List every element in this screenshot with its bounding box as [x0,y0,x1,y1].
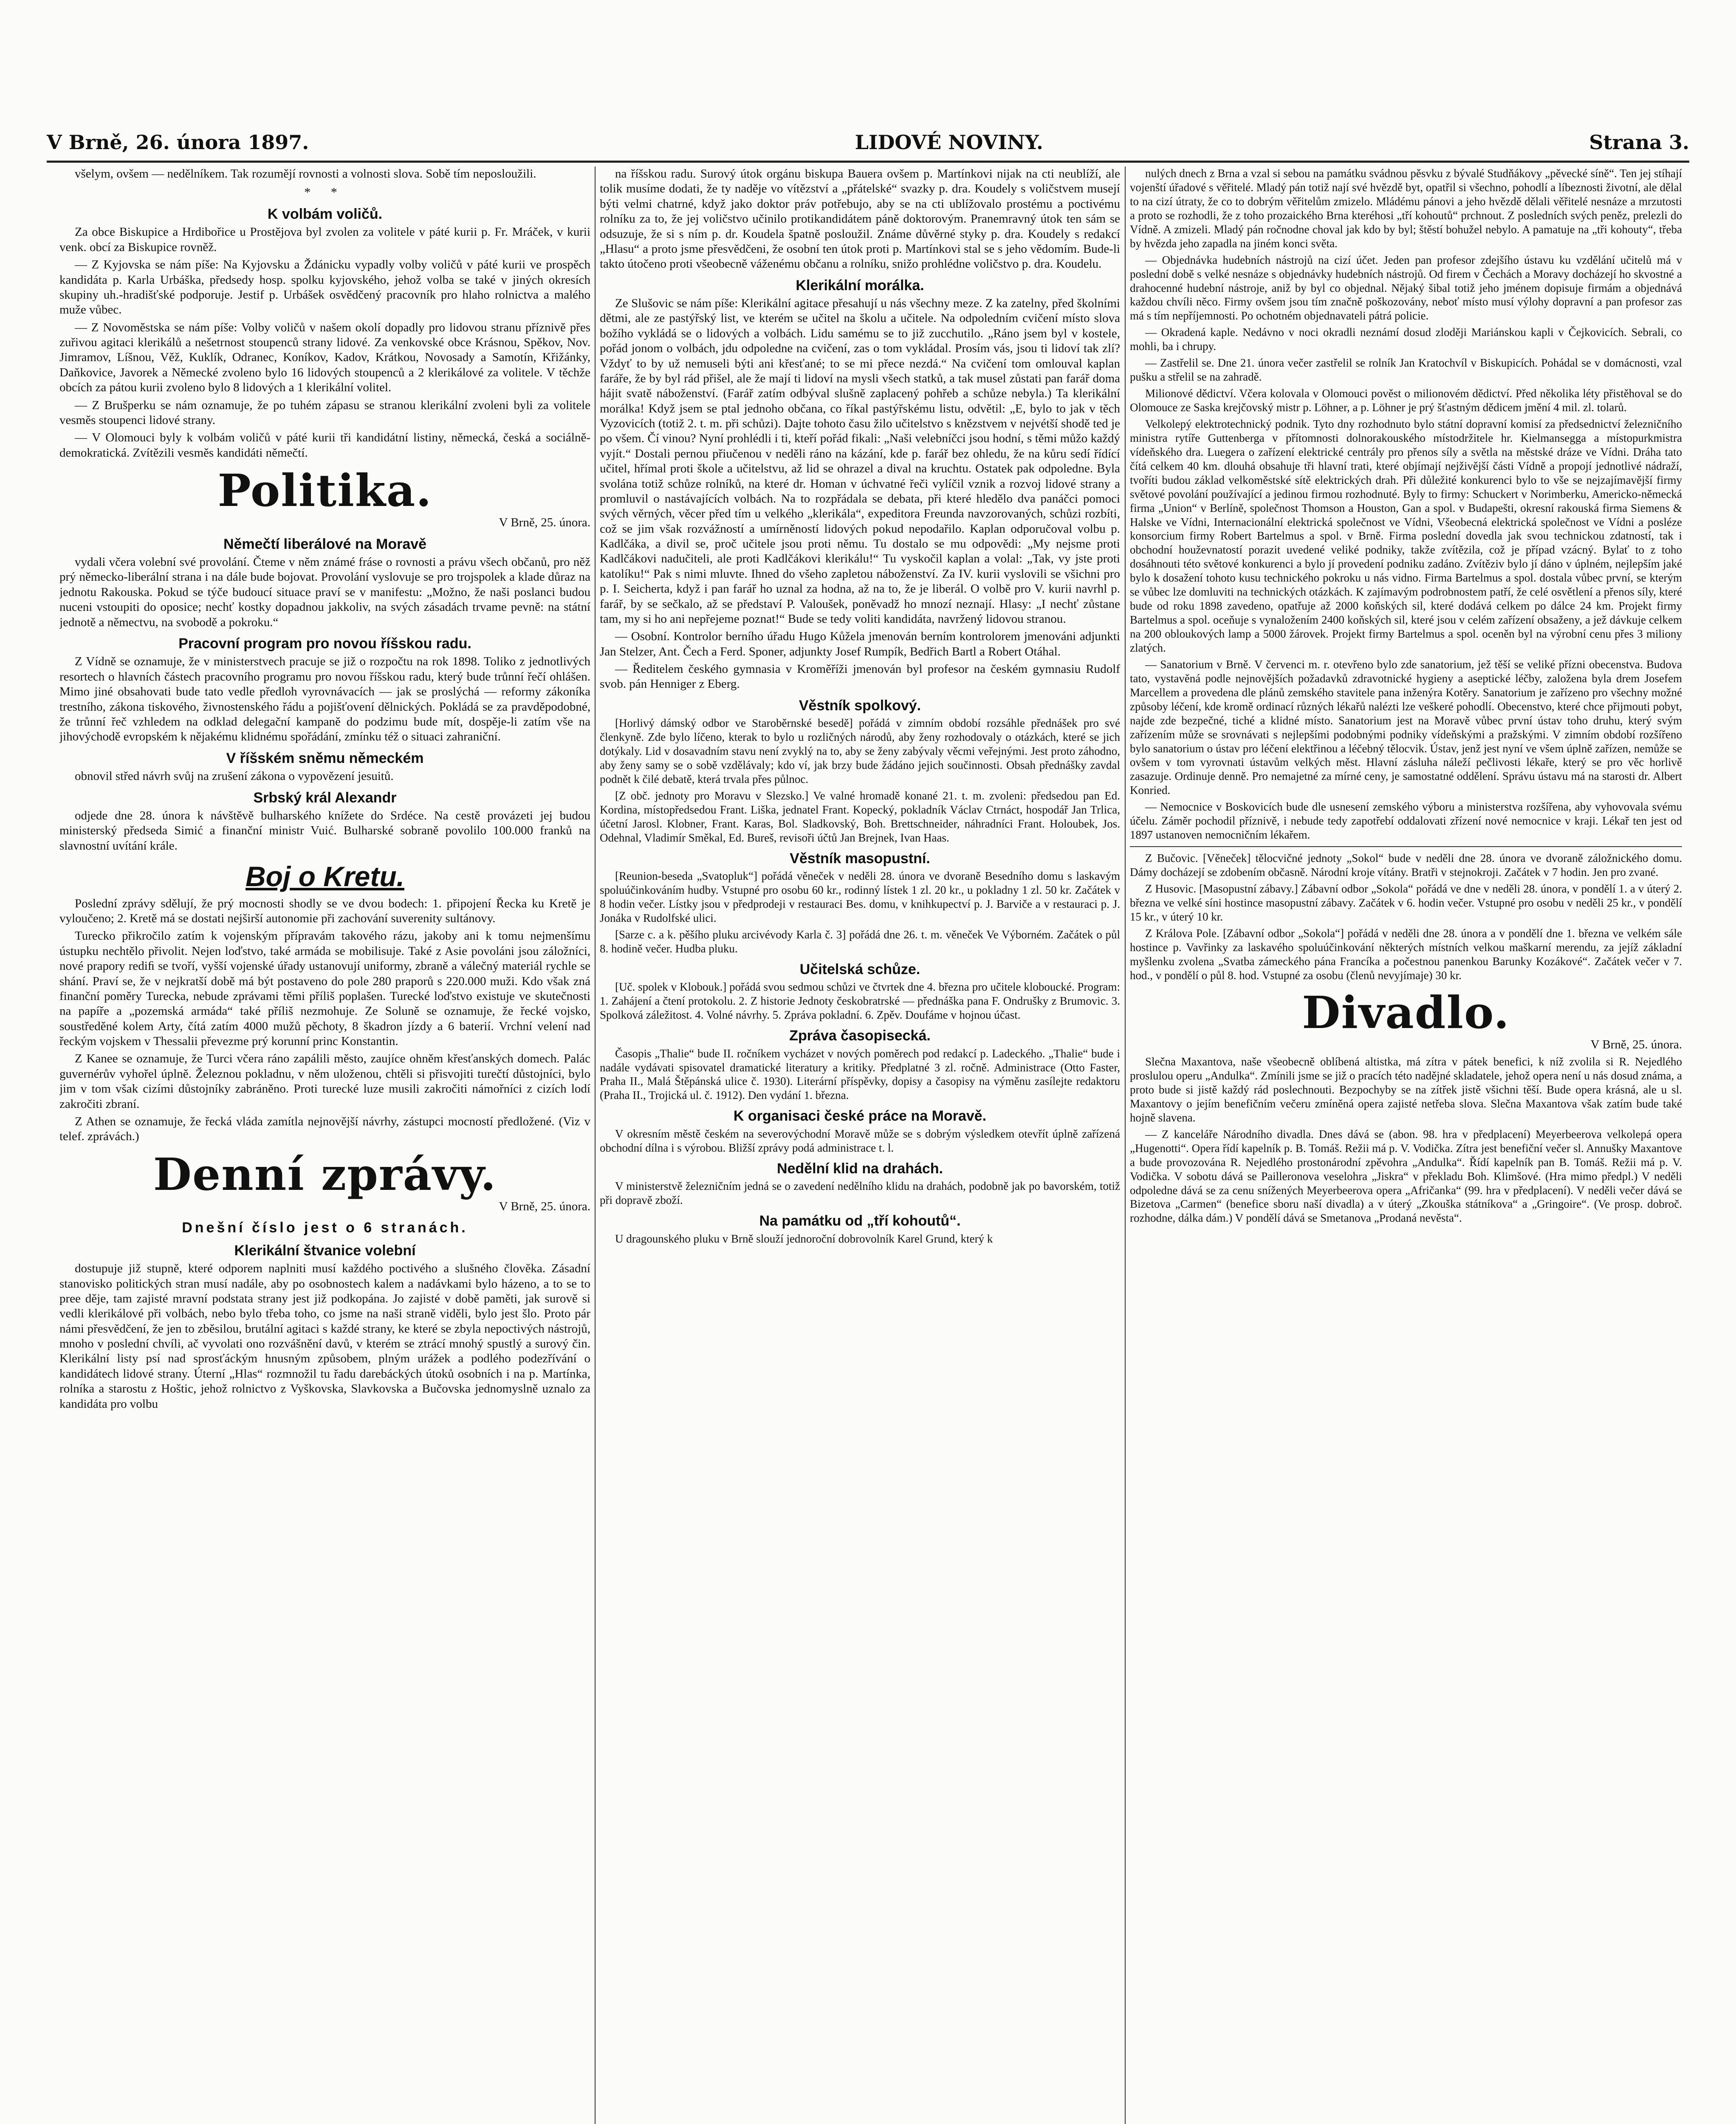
article-text: Turecko přikročilo zatím k vojenským přípravám takového rázu, jakoby ani k tomu nejmenšímu ústupku nechtělo přivolit. Nejen loďstvo, také armáda se mobilisuje. Také z Asie povoláni jsou záložníci, nové prapory rediﬁ se tvoří, vyšší vojenské úřady ustanovují uniformy, zbraně a válečný materiál rychle se shání. Praví se, že v nejkratší době má být postaveno do pole 280 praporů s 220.000 muži. Kdo však zná finanční poměry Turecka, nebude zprávami těmi příliš poplašen. Turecké loďstvo existuje ve skutečnosti na papíře a „pozemská armáda“ také příliš nezmohuje. Ze Soluně se oznamuje, že řecké vojsko, soustředěné kolem Arty, čítá zatím 4000 mužů pěchoty, 8 škadron jízdy a 6 baterií. Vrchní velení nad řeckým vojskem v Thessalii převezme prý korunní princ Konstantin. [59,929,590,1048]
article-text: — Okradená kaple. Nedávno v noci okradli neznámí dosud zloději Mariánskou kapli v Čejkovicích. Sebrali, co mohli, ba i chrupy. [1130,326,1682,353]
section-dateline: V Brně, 25. února. [499,1199,590,1213]
article-text: [Uč. spolek v Klobouk.] pořádá svou sedmou schůzi ve čtvrtek dne 4. března pro učitele kloboucké. Program: 1. Zahájení a čtení protokolu. 2. Z historie Jednoty českobratrské — přednáška pana F. Ondrušky z Brumovic. 3. Spolková záležitost. 4. Volné návrhy. 5. Zpráva pokladní. 6. Zpěv. Doufáme v hojnou účast. [600,980,1120,1022]
article-text: Ze Slušovic se nám píše: Klerikální agitace přesahují u nás všechny meze. Z ka zatelny, před školními dětmi, ale ze pastýřský list, ve kterém se učitel na školu a učitele. Na odpoledním cvičení místo slova božího vykládá se o lidových a volbách. Lidu samému se to již zucchutilo. „Ráno jsem byl v kostele, pořád jonom o volbách, jdu odpoledne na cvičení, zas o tom vykládal. Prosím vás, jsou ti lidoví tak zlí? Vždyť to by už nemuseli býti ani křesťané; to se mi přece nezdá.“ Na cvičení tom omlouval kaplan faráře, že by byl rád přišel, ale že mají ti lidoví na mysli všech statků, a tak musel zůstati pan farář doma hájit svatě náboženství. (Farář zatím odbýval slušně zaplacený pohřeb a schůze nebyla.) Ta klerikální morálka! Když jsem se ptal jednoho občana, co říkal pastýřskému listu, odvětil: „E, bylo to jak v těch Vyzovicích (totiž 2. t. m. při schůzi). Dajte tohoto času žilo učitelstvo s knězstvem v nejvétší shodě ted je po všem. Čí vinou? Nyní prohlédli i ti, kteří pořád fikali: „Naši velebníčci jsou hodní, s těmi můžo každý vyjít.“ Dostali pernou přiučenou v neděli ráno na kázání, kde p. farář bez ohledu, že na kůru sedí řídící učitel, hřímal proti škole a učitelstvu, až lid se ohrazel a dival na kruchtu. Ostatek pak odpoledne. Byla svolána totiž schůze rolníků, na které dr. Homan v úchvatné řeči vylíčil vznik a rozvoj lidové strany a promluvil o nastávajících volbách. Na to rozpřádala se debata, při které hledělo dva panáčci pomoci svých věrných, věcer před tím u velkého „klerikála“, expeditora Freunda navzorovaných, schůzi rozbíti, což se jim však rozvážností a umírněností lidových pokud nepodařilo. Kaplan odporučoval volbu p. Kadlčáka, a divil se, proč učitele jsou proti němu. Tu dostalo se mu odpovědi: „My nejsme proti Kadlčákovi nadučiteli, ale proti Kadlčákovi klerikálu!“ Tu vyskočil kaplan a volal: „Tak, vy jste proti katolíku!“ Pak s nimi mluvte. Ihned do všeho zapletou náboženství. Za IV. kurii vyslovili se všichni pro p. I. Seicherta, když i pan farář ho uznal za hodna, až na to, že je liberál. O volbě pro V. kurii navrhl p. farář, by se sečkalo, až se představí P. Valoušek, poněvadž ho mnozí neznají. Hlasy: „I nechť zůstane tam, my si ho ani nepřejeme poznat!“ Bude se tedy voliti kandidáta, navržený lidovou stranou. [600,297,1120,626]
article-text: — V Olomouci byly k volbám voličů v páté kurii tři kandidátní listiny, německá, česká a sociálně-demokratická. Zvítězili vesměs kandidáti němečtí. [59,431,590,460]
article-text: — Nemocnice v Boskovicích bude dle usnesení zemského výboru a ministerstva rozšířena, aby vyhovovala svému účelu. Záměr pochodil příznivě, i nebude tedy zapotřebí oddalovati zřízení nové nemocnice v kraji. Lékař ten jest od 1897 ustanoven nemocničním lékařem. [1130,800,1682,842]
article-text: V ministerstvě železničním jedná se o zavedení nedělního klidu na drahách, podobně jak po bavorském, totiž při dopravě zboží. [600,1180,1120,1207]
article-text: Milionové dědictví. Včera kolovala v Olomouci pověst o milionovém dědictví. Před několika léty přistěhoval se do Olomouce ze Saska krejčovský mistr p. Löhner, a p. Löhner je prý šťastným dědicem jmění 4 mil. zl. tolarů. [1130,387,1682,414]
article-text: [Horlivý dámský odbor ve Staroběrnské besedě] pořádá v zimním období rozsáhle přednášek pro své členkyně. Zde bylo líčeno, kterak to bylo u rozličných národů, aby ženy rozhodovaly o otázkách, které se jich dotýkaly. Lid v dosavadním stavu není zvyklý na to, aby se ženy zabývaly věcmi veřejnými. Jest proto záhodno, aby ženy samy se o sobě vzdělávaly; kdo ví, jak brzy bude žádáno jejich součinnosti. Obsah přednášky zavdal podnět k čilé debatě, která trvala přes půlnoc. [600,717,1120,786]
article-text: — Sanatorium v Brně. V červenci m. r. otevřeno bylo zde sanatorium, jež těší se veliké přízni obecenstva. Budova tato, vystavěná podle nejnovějších požadavků zdravotnické hygieny a aseptické léčby, založena byla drem Josefem Marcellem a provedena dle plánů zemského stavitele pana inženýra Kotěry. Sanatorium je zařízeno pro všechny možné způsoby léčení, kde kromě ordinací různých lékařů nalézti lze veškeré pohodlí. Obecenstvo, které chce přijmouti pobyt, najde zde bezpečné, tiché a klidné místo. Sanatorium jest na Moravě vůbec první ústav toho druhu, který svým zařízením může se srovnávati s nejlepšími podobnými podniky vídeňskými a pražskými. V zimním období rozšířeno bylo sanatorium o ústav pro léčení elektřinou a léčebný tělocvik. Ústav, jenž jest nyní ve všem úplně zařízen, nemůže se ovšem v tom vyrovnati ústavům velkých měst. Hlavní zásluha náleží pečlivosti lékaře, který se pro věc horlivě zasazuje. Ordinuje denně. Pro nemajetné za mírné ceny, je samostatné oddělení. Správu ústavu má na starosti dr. Albert Konried. [1130,658,1682,797]
column-1 [59,167,590,2124]
article-text: — Osobní. Kontrolor berního úřadu Hugo Kůžela jmenován berním kontrolorem jmenováni adjunkti Jan Stelzer, Ant. Čech a Ferd. Sponer, adjunkty Josef Rumpík, Bedřich Bartl a Robert Otáhal. [600,630,1120,658]
article-text: [Sarze c. a k. pěšího pluku arcivévody Karla č. 3] pořádá dne 26. t. m. věneček Ve Výborném. Začátek o půl 8. hodině večer. Hudba pluku. [600,928,1120,955]
masthead-title: LIDOVÉ NOVINY. [855,131,1043,154]
article-text: Z Husovic. [Masopustní zábavy.] Zábavní odbor „Sokola“ pořádá ve dne v neděli 28. února, v pondělí 1. a v úterý 2. března ve velké síni hostince masopustní zábavy. Začátek v 6. hodin večer. Vstupné pro osobu v neděli 25 kr., v pondělí 15 kr., v úterý 10 kr. [1130,882,1682,923]
article-heading: K organisaci české práce na Moravě. [733,1108,987,1124]
article-text: vydali včera volební své provolání. Čteme v něm známé fráse o rovnosti a právu všech občanů, pro něž prý německo-liberální strana i na dále bude bojovat. Provolání vyslovuje se pro trojspolek a klade důraz na jednotu Rakouska. Pokud se týče budoucí situace praví se v manifestu: „Možno, že naši poslanci budou nuceni vstoupiti do oposice; nechť kostky dopadnou jakkoliv, na svých zásadách trvame pevně: na státní jednotě a němectvu, na svobodě a pokroku.“ [59,555,590,629]
article-text: odjede dne 28. února k návštěvě bulharského knížete do Srdéce. Na cestě provázeti jej budou ministerský předseda Simić a finanční ministr Vuić. Bulharské sobraně povolilo 100.000 franků na slavnostní uvítání krále. [59,809,590,853]
article-text: Z Kanee se oznamuje, že Turci včera ráno zapálili město, zaujíce ohněm křesťanských domech. Palác guvernérův vyhořel úplně. Železnou pokladnu, v něm uloženou, chtěli si přisvojiti turečtí důstojníci, bylo jim v tom však cizími důstojníky zabráněno. Proti turecké luze musili zakročiti námořníci z cizích lodí zakročiti zbraní. [59,1052,590,1111]
article-text: V okresním městě českém na severovýchodní Moravě může se s dobrým výsledkem otevřít úplně zařízená obchodní dílna i s výrobou. Bližší zprávy podá administrace t. l. [600,1127,1120,1154]
article-heading: K volbám voličů. [267,206,383,222]
article-text: — Objednávka hudebních nástrojů na cizí účet. Jeden pan profesor zdejšího ústavu ku vzdělání učitelů má v poslední době s velké nesnáze s objednávky hudebních nástrojů. Od firem v Čechách a Moravy docházejí ho skvostné a drahocenné hudební nástroje, aniž by byl co objednal. Nějaký šibal totiž jeho jménem dopisuje firmám a objednává každou chvíli něco. Firmy ovšem jsou tím značně poškozovány, neboť místo musí výlohy dopravní a pan profesor zas má s tím nepříjemnosti. Po ochotném objednavateli pátrá policie. [1130,253,1682,322]
article-heading: Srbský král Alexandr [253,789,397,806]
article-text: Z Bučovic. [Věneček] tělocvičné jednoty „Sokol“ bude v neděli dne 28. února ve dvoraně záložnického domu. Dámy docházejí se zdobením občasně. Národní kroje vítány. Bratři v stejnokroji. Začátek v 7 hodin. Jen pro zvané. [1130,852,1682,878]
section-title-boj-o-kretu: Boj o Kretu. [246,861,404,893]
article-text: Za obce Biskupice a Hrdibořice u Prostějova byl zvolen za volitele v páté kurii p. Fr. Mráček, v kurii venk. obcí za Biskupice rovněž. [59,225,590,254]
article-text: — Ředitelem českého gymnasia v Kroměříži jmenován byl profesor na českém gymnasiu Rudolf svob. pán Henniger z Eberg. [600,662,1120,691]
header-rule [47,161,1689,163]
article-heading: Klerikální morálka. [796,277,924,294]
article-text: všelym, ovšem — nedělníkem. Tak rozumějí rovnosti a volnosti slova. Sobě tím neposloužili. [75,167,536,181]
article-text: obnovil střed návrh svůj na zrušení zákona o vypovězení jesuitů. [75,769,394,783]
article-text: U dragounského pluku v Brně slouží jednoroční dobrovolník Karel Grund, který k [615,1232,993,1245]
article-heading: Pracovní program pro novou říšskou radu. [178,635,471,652]
column-divider [595,167,596,2124]
section-title-politika: Politika. [217,464,432,517]
article-text: — Z Brušperku se nám oznamuje, že po tuhém zápasu se stranou klerikální zvoleni byli za volitele vesměs stoupenci lidové strany. [59,398,590,427]
article-text: nulých dnech z Brna a vzal si sebou na památku svádnou pěsvku z bývalé Studňákovy „pěvecké síně“. Ten jej stíhají vojenští úřadové s věřitelé. Mladý pán totiž nají své hvězdě byt, opatřil si všechno, pohodlí a líbeznosti životní, ale dělal to na cizí útraty, že co to dobrým věřitelům zmizelo. Mládému pánovi a jeho hvězdě dělali věřitelé nesnáze a mrzutosti a proto se rozhodli, že z toho prozaického Brna kteréhosi „tří kohoutů“ prchnout. Z posledních svých peněz, prelezli do Vídně. A zmizeli. Mladý pán ročnodne choval jak kdo by byl; štěstí bohužel nebylo. A pamatuje na „tři kohouty“, třeba by hvězda jeho zapadla na jiném konci světa. [1130,167,1682,250]
article-heading: Zpráva časopisecká. [789,1028,931,1044]
article-heading: Na památku od „tří kohoutů“. [759,1213,961,1229]
section-dateline: V Brně, 25. února. [1590,1037,1682,1051]
article-heading: Nedělní klid na drahách. [776,1160,943,1177]
article-text: Časopis „Thalie“ bude II. ročníkem vycházet v nových poměrech pod redakcí p. Ladeckého. „Thalie“ bude i nadále vydávati spisovatel dramatické literatury a kritiky. Předplatné 3 zl. ročně. Administrace (Otto Faster, Praha II., Malá Štěpánská ulice č. 1930). Literární příspěvky, dopisy a časopisy na výměnu zasílejte redaktoru (Praha II., Trojická ul. č. 1912). Den vydání 1. března. [600,1047,1120,1102]
article-text: — Z Novoměstska se nám píše: Volby voličů v našem okolí dopadly pro lidovou stranu příznivě přes zuřivou agitaci klerikálů a nešetrnost stoupenců strany lidové. Za venkovské obce Krásnou, Spěkov, Nov. Jimramov, Líšnou, Věž, Kuklík, Odranec, Koníkov, Kadov, Krátkou, Novosady a Samotín, Křižánky, Daňkovice, Javorek a Německé zvoleno bylo 16 lidových stoupenců a 2 klerikálové za volitele. V těchže obcích za pátou kurii zvoleno bylo 8 lidových a 1 klerikální volitel. [59,320,590,395]
article-text: [Z obč. jednoty pro Moravu v Slezsko.] Ve valné hromadě konané 21. t. m. zvoleni: předsedou pan Ed. Kordina, místopředsedou Frant. Liška, jednatel Frant. Kopecký, pokladník Václav Ctrnáct, hospodář Jan Trlica, účetní Jarosl. Klobner, Frant. Karas, Bol. Sladkovský, Boh. Brettschneider, náhradníci Frant. Holoubek, Jos. Odehnal, Vladimír Směkal, Ed. Bureš, revisoři účtů Jan Brejnek, Ivan Haas. [600,789,1120,844]
column-3 [1130,167,1682,2124]
header-date: V Brně, 26. února 1897. [47,131,309,154]
separator-stars: * * [304,185,346,200]
article-text: Poslední zprávy sdělují, že prý mocnosti shodly se ve dvou bodech: 1. připojení Řecka ku Kretě je vyloučeno; 2. Kretě má se dostati nejširší autonomie při zachování suverenity sultánovy. [59,896,590,926]
column-2 [600,167,1120,2124]
article-heading: Dnešní číslo jest o 6 stranách. [182,1220,468,1236]
article-heading: Věstník masopustní. [790,850,930,867]
page-number: Strana 3. [1589,131,1689,154]
article-text: [Reunion-beseda „Svatopluk“] pořádá věneček v neděli 28. února ve dvoraně Besedního domu s laskavým spoluúčinkováním hudby. Vstupné pro osobu 60 kr., rodinný lístek 1 zl. 20 kr., u pokladny 1 zl. 50 kr. Začátek v 8 hodin večer. Lístky jsou v předprodeji v restauraci Bes. domu, v knihkupectví p. J. Barviče a v restauraci p. J. Jonáka v Rudolfské ulici. [600,870,1120,925]
section-dateline: V Brně, 25. února. [499,516,590,530]
article-text: dostupuje již stupně, které odporem naplniti musí každého poctivého a slušného člověka. Zásadní stanovisko politických stran musí nadále, aby po osobnostech kalem a nadávkami bylo házeno, a to se to pree děje, tam zajisté mravní podstata strany jest již podkopána. Jo zajisté v době paměti, jak surově si vedli klerikálové při volbách, nebo bylo třeba toho, co jsme na naši straně viděli, bylo jest šlo. Proto pár námi přesvědčení, že jen to zběsilou, brutální agitaci s každé strany, ke které se zbyla nepoctivých nástrojů, mnoho v poslední chvíli, ač vyvolati ono rozvášnění davů, v kterém se ztrácí mnohý spustlý a surový čin. Klerikální listy psí nad sprosťáckým hnusným způsobem, plným urážek a podlého podezřívání o kandidátech lidové strany. Úterní „Hlas“ rozmnožil tu řadu darebáckých útoků osobních i na p. Martínka, rolníka a starostu z Hoštic, jehož rolnictvo z Vyškovska, Slavkovska a Bučovska jednomyslně uznalo za kandidáta pro volbu [59,1262,590,1411]
article-text: — Z Kyjovska se nám píše: Na Kyjovsku a Ždánicku vypadly volby voličů v páté kurii ve prospěch kandidáta p. Karla Urbáška, předsedy hosp. spolku kyjovského, jehož volba se také v jiných okresích skupiny uh.-hradišťské podporuje. Jestif p. Urbášek osvědčený pracovník pro hlaho rolnictva a malého muže vůbec. [59,258,590,317]
article-text: Z Králova Pole. [Zábavní odbor „Sokola“] pořádá v neděli dne 28. února a v pondělí dne 1. března ve velkém sále hostince p. Vavřinky za laskavého spoluúčinkování některých místních velkou maškarní merendu, za jejíž základní myšlenku zvolena „Svatba zámeckého pána Francíka a počestnou panenkou Barunky Kozákové“. Začátek večer v 7. hod., v pondělí o půl 8. hod. Vstupné za osobu (členů nevyjímaje) 30 kr. [1130,926,1682,982]
article-text: Z Vídně se oznamuje, že v ministerstvech pracuje se již o rozpočtu na rok 1898. Toliko z jednotlivých resortech o hlavních částech pracovního programu pro novou říšskou radu, který bude trůnní řečí ohlášen. Mimo jiné obsahovati bude tato vedle předloh vyrovnávacích — jak se proslýchá — reformy zákoníka trestního, zákona tiskového, živnostenského řádu a pojišťovení dělnických. Pokládá se za pravděpodobné, že trůnní řeč vzhledem na odklad delegační kampaně do podzimu bude mít, dospěje-li zatím vše na jihovýchodě evropském k nějakému klidnému spořádání, zmínku též o situaci zahraniční. [59,655,590,744]
section-title-denni-zpravy: Denní zprávy. [153,1148,497,1200]
article-heading: Němečtí liberálové na Moravě [223,536,427,552]
article-text: Slečna Maxantova, naše všeobecně oblíbená altistka, má zítra v pátek benefici, k níž zvolila si R. Nejedlého proslulou operu „Andulka“. Zmínili jsme se již o pracích této nadějné skladatele, jehož opera není u nás dosud známa, a proto bude si jistě každý rád poslechnouti. Bezpochyby se na zítřek jistě všichni těší. Bude opera krásná, ale u sl. Maxantovy o jejím benefičním večeru zmíněná opera zajisté netřeba slova. Slečna Maxantova však zatím bude také hojně slavena. [1130,1055,1682,1124]
article-heading: Učitelská schůze. [799,961,920,977]
article-heading: Věstník spolkový. [799,697,921,714]
article-text: Velkolepý elektrotechnický podnik. Tyto dny rozhodnuto bylo státní dopravní komisí za předsednictví železničního ministra rytíře Guttenberga v přítomnosti dolnorakouského místodržitele hr. Kielmansegga a místopurkmistra vídeňského dra. Luegera o zařízení elektrické centrály pro přenos síly a světla na městské dráze ve Vídni. Dráha tato čítá celkem 40 km. dlouhá obsahuje tři hlavní trati, které objímají nejživější části Vídně a propojí jednotlivé nádraží, tvoříti budou základ velkoměstské sítě elektrických drah. Při důležité konkurenci bylo to vše se nejzajímavější firmy světové povolání používající a jedinou firmou rozhodnuté. Byly to firmy: Schuckert v Norimberku, Americko-německá firma „Union“ v Berlíně, společnost Thomson a Houston, Gan a spol. v Budapešti, okresní rakouská firma Siemens & Halske ve Vídni, Internacionální elektrická společnost ve Vídni, Všeobecná elektrická společnost ve Vídni a posléze konsorcium firmy Robert Bartelmus a spol. v Brně. Firma poslední dovedla jak svou technickou zdatností, tak i obchodní houževnatostí porazit uvedené veliké podniky, takže zvítězila, což je případ vzácný. Bylať to z toho dosáhnouti této světové konkurenci a bylo jí provedení podniku zadáno. Zvítěziv bylo jí dáno v úplném, nejlepším jaké bylo k dosažení tohoto kusu technického pokroku u nás vidno. Firma Bartelmus a spol. dostala vůbec první, se kterým se vůbec lze domluviti na technických otázkách. K zajímavým podrobnostem patří, že celé osvětlení a přenos síly, které bude od roku 1898 zavedeno, opatřuje až 2000 koňských sil, které dodává celkem po dálce 24 km. Projekt firmy Bartelmus a spol. oceňuje s vynaložením 2400 koňských sil, které jsou v celém zařízení obsaženy, a jež dávkuje celkem na 200 obloukových lamp a 5000 žárovek. Projekt firmy Bartelmus a spol. oceněn byl na výrobní cenu přes 3 miliony zlatých. [1130,417,1682,654]
article-text: — Z kanceláře Národního divadla. Dnes dává se (abon. 98. hra v předplacení) Meyerbeerova velkolepá opera „Hugenotti“. Opera řídí kapelník p. B. Tomáš. Režii má p. V. Vodička. Zítra jest benefiční večer sl. Annušky Maxantove a bude provozována R. Nejedlého prostonárodní zpěvohra „Andulka“. Řídí kapelník pan B. Tomáš. Režii má p. V. Vodička. V sobotu dává se Pailleronova veselohra „Jiskra“ v překladu Boh. Klimšové. (Hra mimo předpl.) V neděli odpoledne dává se za cenu snížených Meyerbeerova opera „Afričanka“ (99. hra v předplacení). V neděli večer dává se Bizetova „Carmen“ (benefice sboru naší divadla) a v úterý „Zkouška státníkova“ a „Gringoire“. (Ve prosp. dobroč. rozhodne, dálka dám.) V pondělí dává se Smetanova „Prodaná nevěsta“. [1130,1127,1682,1225]
article-text: na říšskou radu. Surový útok orgánu biskupa Bauera ovšem p. Martínkovi nijak na cti neublíží, ale tolik musíme dodati, že ty naděje vo vítězství a „přátelské“ svazky p. dra. Koudely s voličstvem musejí býti velmi chatrné, když jako doktor práv potřebujo, aby se na cti ublížovalo prostému a poctivému rolníku za to, že jej voličstvo učinilo protikandidátem páně doktorovým. Pranemravný útok ten sám se odsuzuje, že si s ním p. dr. Koudela špatně posloužil. Známe důvěrné styky p. dra. Koudely s redakcí „Hlasu“ a proto jsme přesvědčeni, že osobní ten útok proti p. Martínkovi stal se s jeho vědomím. Bude-li takto útočeno proti všeobecně váženému občanu a rolníku, snižo prohlédne voličstvo p. dra. Koudelu. [600,167,1120,271]
section-title-divadlo: Divadlo. [1302,986,1510,1039]
article-heading: V říšském sněmu německém [226,750,424,766]
article-text: — Zastřelil se. Dne 21. února večer zastřelil se rolník Jan Kratochvíl v Biskupicích. Pohádal se v domácnosti, vzal pušku a střelil se na zahradě. [1130,356,1682,384]
divider [1130,846,1682,847]
column-divider [1125,167,1126,2124]
article-heading: Klerikální štvanice volební [234,1242,416,1259]
article-text: Z Athen se oznamuje, že řecká vláda zamítla nejnovější návrhy, zástupci mocností předložené. (Viz v telef. zprávách.) [59,1114,590,1144]
page-header [47,127,1689,157]
